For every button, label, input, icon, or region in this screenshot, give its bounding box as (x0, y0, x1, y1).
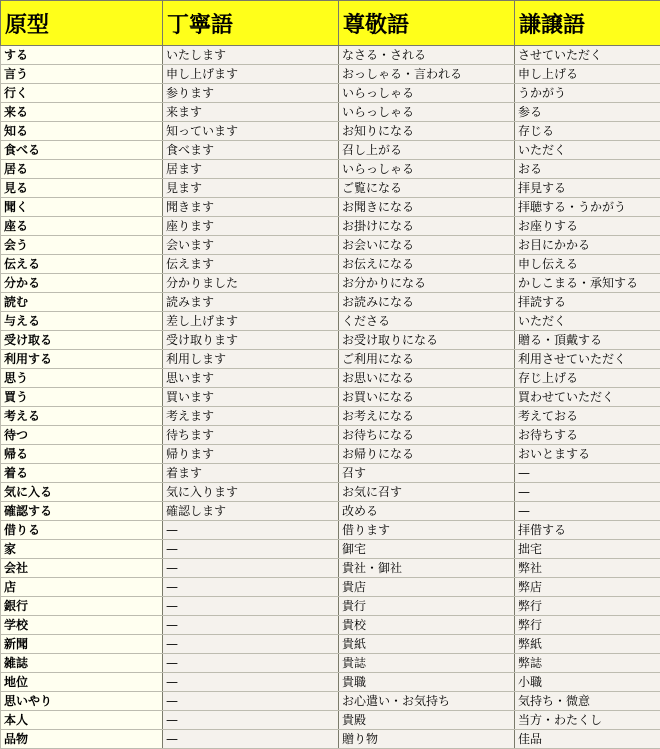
polite-form-cell[interactable]: — (163, 540, 339, 559)
table-row (1, 65, 660, 84)
respectful-form-cell[interactable]: 召し上がる (339, 141, 515, 160)
table-row (1, 464, 660, 483)
table-row (1, 597, 660, 616)
respectful-form-cell[interactable]: お待ちになる (339, 426, 515, 445)
polite-form-cell[interactable]: — (163, 635, 339, 654)
polite-form-cell[interactable]: 座ります (163, 217, 339, 236)
humble-form-cell[interactable]: — (515, 464, 660, 483)
humble-form-cell[interactable]: 利用させていただく (515, 350, 660, 369)
humble-form-cell[interactable]: 小職 (515, 673, 660, 692)
humble-form-cell[interactable]: 当方・わたくし (515, 711, 660, 730)
table-row (1, 141, 660, 160)
polite-form-cell[interactable]: 伝えます (163, 255, 339, 274)
respectful-form-cell[interactable]: お帰りになる (339, 445, 515, 464)
polite-form-cell[interactable]: 参ります (163, 84, 339, 103)
polite-form-cell[interactable]: — (163, 692, 339, 711)
respectful-form-cell[interactable]: いらっしゃる (339, 84, 515, 103)
table-row (1, 730, 660, 749)
polite-form-cell[interactable]: — (163, 730, 339, 749)
respectful-form-cell[interactable]: ご利用になる (339, 350, 515, 369)
base-form-cell[interactable]: 思いやり (1, 692, 163, 711)
table-row (1, 179, 660, 198)
base-form-cell[interactable]: 借りる (1, 521, 163, 540)
table-row (1, 122, 660, 141)
base-form-cell[interactable]: 行く (1, 84, 163, 103)
respectful-form-cell[interactable]: なさる・される (339, 46, 515, 65)
respectful-form-cell[interactable]: お受け取りになる (339, 331, 515, 350)
header-row (1, 1, 660, 46)
table-row (1, 521, 660, 540)
humble-form-cell[interactable]: 弊誌 (515, 654, 660, 673)
polite-form-cell[interactable]: 利用します (163, 350, 339, 369)
humble-form-cell[interactable]: 弊行 (515, 597, 660, 616)
base-form-cell[interactable]: 思う (1, 369, 163, 388)
humble-form-cell[interactable]: 贈る・頂戴する (515, 331, 660, 350)
polite-form-cell[interactable]: — (163, 578, 339, 597)
table-row (1, 160, 660, 179)
polite-form-cell[interactable]: — (163, 673, 339, 692)
base-form-cell[interactable]: 利用する (1, 350, 163, 369)
respectful-form-cell[interactable]: お会いになる (339, 236, 515, 255)
table-row (1, 198, 660, 217)
humble-form-cell[interactable]: 拙宅 (515, 540, 660, 559)
table-row (1, 540, 660, 559)
polite-form-cell[interactable]: 買います (163, 388, 339, 407)
polite-form-cell[interactable]: 確認します (163, 502, 339, 521)
table-row (1, 388, 660, 407)
respectful-form-cell[interactable]: お聞きになる (339, 198, 515, 217)
table-body (1, 46, 660, 749)
respectful-form-cell[interactable]: お考えになる (339, 407, 515, 426)
base-form-cell[interactable]: 分かる (1, 274, 163, 293)
header-respectful-form[interactable]: 尊敬語 (339, 1, 515, 46)
humble-form-cell[interactable]: 拝読する (515, 293, 660, 312)
base-form-cell[interactable]: 聞く (1, 198, 163, 217)
respectful-form-cell[interactable]: お分かりになる (339, 274, 515, 293)
humble-form-cell[interactable]: 申し伝える (515, 255, 660, 274)
humble-form-cell[interactable]: 弊行 (515, 616, 660, 635)
table-row (1, 426, 660, 445)
base-form-cell[interactable]: 居る (1, 160, 163, 179)
polite-form-cell[interactable]: — (163, 521, 339, 540)
humble-form-cell[interactable]: うかがう (515, 84, 660, 103)
polite-form-cell[interactable]: 申し上げます (163, 65, 339, 84)
polite-form-cell[interactable]: 居ます (163, 160, 339, 179)
base-form-cell[interactable]: 座る (1, 217, 163, 236)
humble-form-cell[interactable]: お座りする (515, 217, 660, 236)
header-base-form[interactable]: 原型 (1, 1, 163, 46)
polite-form-cell[interactable]: 考えます (163, 407, 339, 426)
polite-form-cell[interactable]: 思います (163, 369, 339, 388)
base-form-cell[interactable]: 見る (1, 179, 163, 198)
polite-form-cell[interactable]: 帰ります (163, 445, 339, 464)
humble-form-cell[interactable]: 弊社 (515, 559, 660, 578)
respectful-form-cell[interactable]: 貴誌 (339, 654, 515, 673)
polite-form-cell[interactable]: 分かりました (163, 274, 339, 293)
humble-form-cell[interactable]: 拝聴する・うかがう (515, 198, 660, 217)
respectful-form-cell[interactable]: 貴校 (339, 616, 515, 635)
table-row (1, 103, 660, 122)
humble-form-cell[interactable]: 佳品 (515, 730, 660, 749)
respectful-form-cell[interactable]: お掛けになる (339, 217, 515, 236)
table-row (1, 293, 660, 312)
polite-form-cell[interactable]: 気に入ります (163, 483, 339, 502)
table-row (1, 483, 660, 502)
respectful-form-cell[interactable]: いらっしゃる (339, 103, 515, 122)
polite-form-cell[interactable]: 見ます (163, 179, 339, 198)
respectful-form-cell[interactable]: 貴紙 (339, 635, 515, 654)
polite-form-cell[interactable]: — (163, 654, 339, 673)
base-form-cell[interactable]: 知る (1, 122, 163, 141)
humble-form-cell[interactable]: 拝見する (515, 179, 660, 198)
header-polite-form[interactable]: 丁寧語 (163, 1, 339, 46)
base-form-cell[interactable]: 読む (1, 293, 163, 312)
polite-form-cell[interactable]: 差し上げます (163, 312, 339, 331)
base-form-cell[interactable]: 品物 (1, 730, 163, 749)
respectful-form-cell[interactable]: 貴職 (339, 673, 515, 692)
respectful-form-cell[interactable]: お読みになる (339, 293, 515, 312)
humble-form-cell[interactable]: 弊紙 (515, 635, 660, 654)
respectful-form-cell[interactable]: いらっしゃる (339, 160, 515, 179)
table-row (1, 407, 660, 426)
polite-form-cell[interactable]: 食べます (163, 141, 339, 160)
base-form-cell[interactable]: 言う (1, 65, 163, 84)
table-row (1, 217, 660, 236)
base-form-cell[interactable]: 考える (1, 407, 163, 426)
respectful-form-cell[interactable]: 貴行 (339, 597, 515, 616)
humble-form-cell[interactable]: 申し上げる (515, 65, 660, 84)
respectful-form-cell[interactable]: 召す (339, 464, 515, 483)
table-row (1, 350, 660, 369)
respectful-form-cell[interactable]: ご覧になる (339, 179, 515, 198)
respectful-form-cell[interactable]: 貴社・御社 (339, 559, 515, 578)
polite-form-cell[interactable]: 来ます (163, 103, 339, 122)
base-form-cell[interactable]: 家 (1, 540, 163, 559)
humble-form-cell[interactable]: 存じ上げる (515, 369, 660, 388)
base-form-cell[interactable]: 銀行 (1, 597, 163, 616)
respectful-form-cell[interactable]: 改める (339, 502, 515, 521)
humble-form-cell[interactable]: 気持ち・微意 (515, 692, 660, 711)
respectful-form-cell[interactable]: 貴店 (339, 578, 515, 597)
respectful-form-cell[interactable]: お心遣い・お気持ち (339, 692, 515, 711)
base-form-cell[interactable]: 着る (1, 464, 163, 483)
base-form-cell[interactable]: 帰る (1, 445, 163, 464)
polite-form-cell[interactable]: 着ます (163, 464, 339, 483)
respectful-form-cell[interactable]: おっしゃる・言われる (339, 65, 515, 84)
polite-form-cell[interactable]: 待ちます (163, 426, 339, 445)
base-form-cell[interactable]: 来る (1, 103, 163, 122)
humble-form-cell[interactable]: 考えておる (515, 407, 660, 426)
base-form-cell[interactable]: 雑誌 (1, 654, 163, 673)
base-form-cell[interactable]: 新聞 (1, 635, 163, 654)
humble-form-cell[interactable]: 弊店 (515, 578, 660, 597)
humble-form-cell[interactable]: かしこまる・承知する (515, 274, 660, 293)
table-row (1, 445, 660, 464)
table-row (1, 711, 660, 730)
base-form-cell[interactable]: 与える (1, 312, 163, 331)
polite-form-cell[interactable]: — (163, 559, 339, 578)
polite-form-cell[interactable]: 会います (163, 236, 339, 255)
table-row (1, 255, 660, 274)
base-form-cell[interactable]: 食べる (1, 141, 163, 160)
humble-form-cell[interactable]: 参る (515, 103, 660, 122)
respectful-form-cell[interactable]: 御宅 (339, 540, 515, 559)
humble-form-cell[interactable]: させていただく (515, 46, 660, 65)
table-row (1, 236, 660, 255)
respectful-form-cell[interactable]: お伝えになる (339, 255, 515, 274)
humble-form-cell[interactable]: いただく (515, 141, 660, 160)
humble-form-cell[interactable]: お目にかかる (515, 236, 660, 255)
table-row (1, 312, 660, 331)
polite-form-cell[interactable]: — (163, 616, 339, 635)
base-form-cell[interactable]: 受け取る (1, 331, 163, 350)
table-row (1, 654, 660, 673)
humble-form-cell[interactable]: おる (515, 160, 660, 179)
respectful-form-cell[interactable]: お知りになる (339, 122, 515, 141)
humble-form-cell[interactable]: — (515, 483, 660, 502)
base-form-cell[interactable]: 気に入る (1, 483, 163, 502)
respectful-form-cell[interactable]: お買いになる (339, 388, 515, 407)
respectful-form-cell[interactable]: くださる (339, 312, 515, 331)
table-row (1, 502, 660, 521)
base-form-cell[interactable]: 伝える (1, 255, 163, 274)
table-row (1, 46, 660, 65)
humble-form-cell[interactable]: — (515, 502, 660, 521)
polite-form-cell[interactable]: — (163, 597, 339, 616)
humble-form-cell[interactable]: お待ちする (515, 426, 660, 445)
humble-form-cell[interactable]: いただく (515, 312, 660, 331)
base-form-cell[interactable]: する (1, 46, 163, 65)
respectful-form-cell[interactable]: 貴殿 (339, 711, 515, 730)
base-form-cell[interactable]: 待つ (1, 426, 163, 445)
table-row (1, 673, 660, 692)
table-row (1, 274, 660, 293)
base-form-cell[interactable]: 店 (1, 578, 163, 597)
base-form-cell[interactable]: 学校 (1, 616, 163, 635)
respectful-form-cell[interactable]: 贈り物 (339, 730, 515, 749)
polite-form-cell[interactable]: — (163, 711, 339, 730)
polite-form-cell[interactable]: 聞きます (163, 198, 339, 217)
respectful-form-cell[interactable]: 借ります (339, 521, 515, 540)
table-row (1, 635, 660, 654)
polite-form-cell[interactable]: 受け取ります (163, 331, 339, 350)
humble-form-cell[interactable]: 存じる (515, 122, 660, 141)
table-row (1, 331, 660, 350)
humble-form-cell[interactable]: 拝借する (515, 521, 660, 540)
header-humble-form[interactable]: 謙譲語 (515, 1, 660, 46)
table-row (1, 616, 660, 635)
polite-form-cell[interactable]: いたします (163, 46, 339, 65)
respectful-form-cell[interactable]: お気に召す (339, 483, 515, 502)
polite-form-cell[interactable]: 読みます (163, 293, 339, 312)
polite-form-cell[interactable]: 知っています (163, 122, 339, 141)
respectful-form-cell[interactable]: お思いになる (339, 369, 515, 388)
base-form-cell[interactable]: 買う (1, 388, 163, 407)
table-row (1, 84, 660, 103)
table-row (1, 369, 660, 388)
table-row (1, 692, 660, 711)
humble-form-cell[interactable]: おいとまする (515, 445, 660, 464)
table-row (1, 578, 660, 597)
base-form-cell[interactable]: 本人 (1, 711, 163, 730)
base-form-cell[interactable]: 確認する (1, 502, 163, 521)
base-form-cell[interactable]: 会社 (1, 559, 163, 578)
table-row (1, 559, 660, 578)
base-form-cell[interactable]: 地位 (1, 673, 163, 692)
base-form-cell[interactable]: 会う (1, 236, 163, 255)
humble-form-cell[interactable]: 買わせていただく (515, 388, 660, 407)
